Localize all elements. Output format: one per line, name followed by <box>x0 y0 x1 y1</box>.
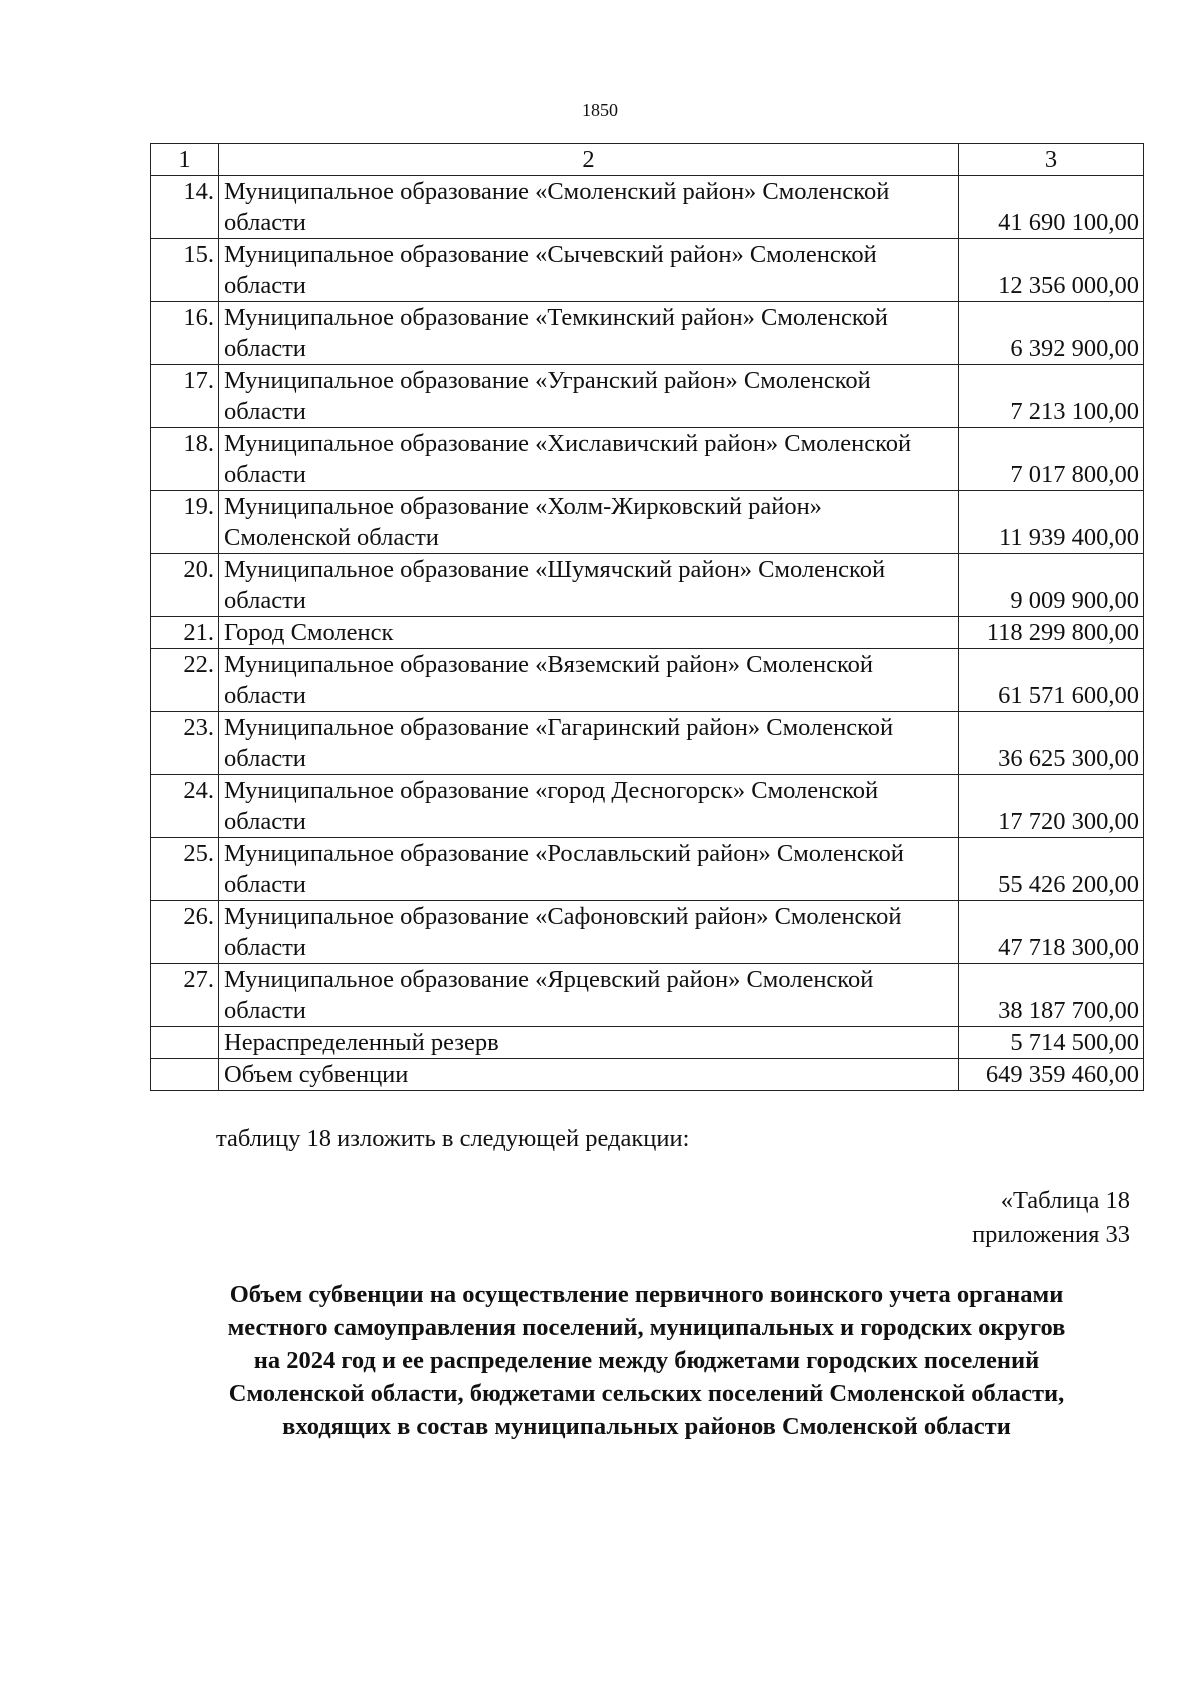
row-amount: 12 356 000,00 <box>959 239 1144 302</box>
header-col-2: 2 <box>219 144 959 176</box>
heading-line: входящих в состав муниципальных районов Смоленской области <box>282 1413 1011 1440</box>
document-heading <box>150 1278 1143 1443</box>
heading-line: Объем субвенции на осуществление первичного воинского учета органами <box>229 1281 1064 1308</box>
row-number: 17. <box>151 365 219 428</box>
row-name: Муниципальное образование «Сычевский район» Смоленской области <box>219 239 959 302</box>
row-name: Муниципальное образование «город Десногорск» Смоленской области <box>219 775 959 838</box>
table-row <box>151 239 1144 302</box>
row-name: Муниципальное образование «Темкинский район» Смоленской области <box>219 302 959 365</box>
row-amount: 38 187 700,00 <box>959 964 1144 1027</box>
row-amount: 118 299 800,00 <box>959 617 1144 649</box>
row-name: Муниципальное образование «Шумячский район» Смоленской области <box>219 554 959 617</box>
row-name: Муниципальное образование «Сафоновский район» Смоленской области <box>219 901 959 964</box>
row-name: Объем субвенции <box>219 1059 959 1091</box>
row-number: 27. <box>151 964 219 1027</box>
table-row <box>151 554 1144 617</box>
table-row <box>151 428 1144 491</box>
table-row <box>151 176 1144 239</box>
table-row <box>151 1027 1144 1059</box>
table-row <box>151 964 1144 1027</box>
row-number: 22. <box>151 649 219 712</box>
row-number: 16. <box>151 302 219 365</box>
row-amount: 11 939 400,00 <box>959 491 1144 554</box>
instruction-text: таблицу 18 изложить в следующей редакции: <box>216 1125 690 1152</box>
row-number: 18. <box>151 428 219 491</box>
row-amount: 7 017 800,00 <box>959 428 1144 491</box>
row-amount: 41 690 100,00 <box>959 176 1144 239</box>
row-number: 21. <box>151 617 219 649</box>
table-ref-line-1: «Таблица 18 <box>1000 1187 1130 1214</box>
table-row <box>151 775 1144 838</box>
row-name: Муниципальное образование «Ярцевский район» Смоленской области <box>219 964 959 1027</box>
row-number: 14. <box>151 176 219 239</box>
heading-line: Смоленской области, бюджетами сельских поселений Смоленской области, <box>228 1380 1065 1407</box>
table-row <box>151 617 1144 649</box>
table-row <box>151 365 1144 428</box>
table-body <box>151 144 1144 1091</box>
row-name: Муниципальное образование «Хиславичский район» Смоленской области <box>219 428 959 491</box>
table-row <box>151 838 1144 901</box>
row-number: 26. <box>151 901 219 964</box>
row-number: 15. <box>151 239 219 302</box>
table-row <box>151 302 1144 365</box>
row-name: Нераспределенный резерв <box>219 1027 959 1059</box>
row-name: Город Смоленск <box>219 617 959 649</box>
row-amount: 6 392 900,00 <box>959 302 1144 365</box>
row-number <box>151 1059 219 1091</box>
table-ref-line-2: приложения 33 <box>972 1221 1130 1248</box>
table-row <box>151 491 1144 554</box>
row-number: 20. <box>151 554 219 617</box>
allocation-table <box>150 143 1144 1091</box>
row-number <box>151 1027 219 1059</box>
table-row <box>151 1059 1144 1091</box>
row-amount: 649 359 460,00 <box>959 1059 1144 1091</box>
row-name: Муниципальное образование «Рославльский район» Смоленской области <box>219 838 959 901</box>
row-number: 23. <box>151 712 219 775</box>
row-name: Муниципальное образование «Холм-Жирковский район» Смоленской области <box>219 491 959 554</box>
row-number: 25. <box>151 838 219 901</box>
header-col-1: 1 <box>151 144 219 176</box>
row-amount: 7 213 100,00 <box>959 365 1144 428</box>
header-col-3: 3 <box>959 144 1144 176</box>
row-name: Муниципальное образование «Смоленский район» Смоленской области <box>219 176 959 239</box>
row-name: Муниципальное образование «Вяземский район» Смоленской области <box>219 649 959 712</box>
heading-line: местного самоуправления поселений, муниципальных и городских округов <box>227 1314 1066 1341</box>
table-reference <box>972 1184 1130 1252</box>
table-row <box>151 649 1144 712</box>
row-amount: 55 426 200,00 <box>959 838 1144 901</box>
row-amount: 5 714 500,00 <box>959 1027 1144 1059</box>
row-name: Муниципальное образование «Угранский район» Смоленской области <box>219 365 959 428</box>
row-amount: 9 009 900,00 <box>959 554 1144 617</box>
row-amount: 17 720 300,00 <box>959 775 1144 838</box>
page-number: 1850 <box>582 100 618 120</box>
row-amount: 36 625 300,00 <box>959 712 1144 775</box>
row-amount: 47 718 300,00 <box>959 901 1144 964</box>
row-number: 19. <box>151 491 219 554</box>
row-amount: 61 571 600,00 <box>959 649 1144 712</box>
row-name: Муниципальное образование «Гагаринский район» Смоленской области <box>219 712 959 775</box>
row-number: 24. <box>151 775 219 838</box>
table-row <box>151 901 1144 964</box>
heading-line: на 2024 год и ее распределение между бюджетами городских поселений <box>253 1347 1040 1374</box>
table-row <box>151 712 1144 775</box>
table-header-row <box>151 144 1144 176</box>
